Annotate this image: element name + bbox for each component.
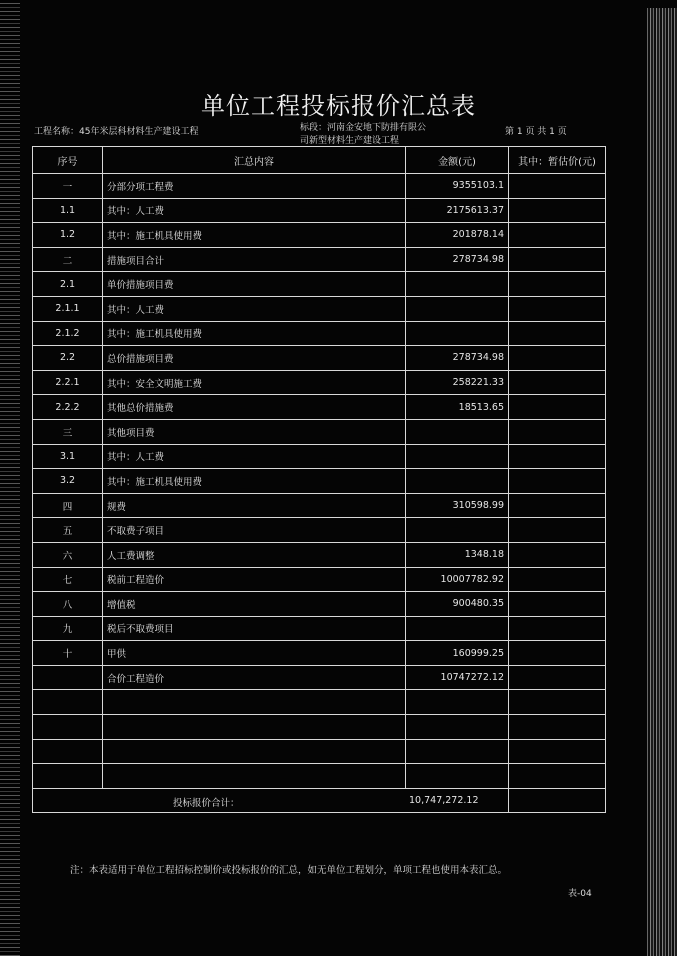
row-provisional bbox=[509, 370, 606, 395]
row-content bbox=[103, 690, 406, 715]
table-row bbox=[33, 247, 606, 272]
bid-label: 标段： bbox=[300, 123, 328, 133]
table-row bbox=[33, 198, 606, 223]
row-provisional bbox=[509, 665, 606, 690]
row-amount bbox=[406, 764, 509, 789]
row-no: 2.1.1 bbox=[33, 296, 103, 321]
row-no: 2.2.1 bbox=[33, 370, 103, 395]
row-no: 2.1.2 bbox=[33, 321, 103, 346]
row-provisional bbox=[509, 346, 606, 371]
page-title: 单位工程投标报价汇总表 bbox=[201, 92, 476, 120]
table-row bbox=[33, 690, 606, 715]
row-amount bbox=[406, 272, 509, 297]
table-row bbox=[33, 346, 606, 371]
header-amount: 金额(元) bbox=[406, 147, 509, 174]
row-content: 其中：施工机具使用费 bbox=[103, 469, 406, 494]
total-row bbox=[33, 788, 606, 813]
summary-table bbox=[32, 146, 606, 813]
row-content: 其中：人工费 bbox=[103, 296, 406, 321]
row-content bbox=[103, 739, 406, 764]
row-no bbox=[33, 690, 103, 715]
row-amount: 10747272.12 bbox=[406, 665, 509, 690]
bid-section-line bbox=[300, 120, 426, 133]
row-no: 六 bbox=[33, 542, 103, 567]
row-content: 其他总价措施费 bbox=[103, 395, 406, 420]
scan-edge-left bbox=[0, 0, 20, 956]
row-no: 九 bbox=[33, 616, 103, 641]
total-cell bbox=[33, 788, 509, 813]
row-amount bbox=[406, 419, 509, 444]
row-provisional bbox=[509, 493, 606, 518]
row-content: 税后不取费项目 bbox=[103, 616, 406, 641]
row-content: 其中：安全文明施工费 bbox=[103, 370, 406, 395]
form-code: 表-04 bbox=[568, 889, 592, 899]
row-amount: 9355103.1 bbox=[406, 174, 509, 199]
row-no: 三 bbox=[33, 419, 103, 444]
row-content: 合价工程造价 bbox=[103, 665, 406, 690]
project-label: 工程名称： bbox=[34, 127, 80, 137]
header-provisional: 其中：暂估价(元) bbox=[509, 147, 606, 174]
row-content: 单价措施项目费 bbox=[103, 272, 406, 297]
table-row bbox=[33, 272, 606, 297]
row-no: 一 bbox=[33, 174, 103, 199]
table-row bbox=[33, 223, 606, 248]
row-no: 七 bbox=[33, 567, 103, 592]
row-amount: 258221.33 bbox=[406, 370, 509, 395]
table-row bbox=[33, 616, 606, 641]
row-no: 二 bbox=[33, 247, 103, 272]
row-provisional bbox=[509, 296, 606, 321]
project-name: 45年米层科材料生产建设工程 bbox=[79, 127, 199, 137]
row-provisional bbox=[509, 518, 606, 543]
row-provisional bbox=[509, 469, 606, 494]
row-provisional bbox=[509, 247, 606, 272]
bid-name-line1: 河南金安地下防排有限公 bbox=[327, 123, 427, 133]
row-amount: 2175613.37 bbox=[406, 198, 509, 223]
scan-edge-right bbox=[647, 8, 677, 956]
row-amount bbox=[406, 690, 509, 715]
row-provisional bbox=[509, 715, 606, 740]
row-no bbox=[33, 715, 103, 740]
table-row bbox=[33, 764, 606, 789]
table-row bbox=[33, 715, 606, 740]
row-provisional bbox=[509, 444, 606, 469]
row-amount: 1348.18 bbox=[406, 542, 509, 567]
row-provisional bbox=[509, 739, 606, 764]
row-content: 其他项目费 bbox=[103, 419, 406, 444]
row-provisional bbox=[509, 272, 606, 297]
page-info: 第 1 页 共 1 页 bbox=[505, 127, 567, 137]
row-amount: 278734.98 bbox=[406, 346, 509, 371]
table-row bbox=[33, 419, 606, 444]
table-row bbox=[33, 370, 606, 395]
row-provisional bbox=[509, 616, 606, 641]
row-content: 分部分项工程费 bbox=[103, 174, 406, 199]
row-content: 人工费调整 bbox=[103, 542, 406, 567]
table-row bbox=[33, 567, 606, 592]
row-no bbox=[33, 764, 103, 789]
table-row bbox=[33, 296, 606, 321]
row-provisional bbox=[509, 174, 606, 199]
row-amount bbox=[406, 296, 509, 321]
row-amount bbox=[406, 469, 509, 494]
table-row bbox=[33, 592, 606, 617]
row-no: 2.1 bbox=[33, 272, 103, 297]
table-row bbox=[33, 493, 606, 518]
table-row bbox=[33, 174, 606, 199]
table-row bbox=[33, 395, 606, 420]
row-provisional bbox=[509, 764, 606, 789]
row-no bbox=[33, 665, 103, 690]
row-content: 规费 bbox=[103, 493, 406, 518]
row-no: 3.1 bbox=[33, 444, 103, 469]
row-content: 其中：人工费 bbox=[103, 198, 406, 223]
row-provisional bbox=[509, 321, 606, 346]
row-content: 增值税 bbox=[103, 592, 406, 617]
row-content: 甲供 bbox=[103, 641, 406, 666]
row-no: 十 bbox=[33, 641, 103, 666]
table-row bbox=[33, 542, 606, 567]
project-name-line bbox=[34, 124, 198, 137]
header-no: 序号 bbox=[33, 147, 103, 174]
row-provisional bbox=[509, 395, 606, 420]
table-row bbox=[33, 665, 606, 690]
row-content: 措施项目合计 bbox=[103, 247, 406, 272]
row-amount bbox=[406, 616, 509, 641]
row-provisional bbox=[509, 223, 606, 248]
table-row bbox=[33, 739, 606, 764]
row-amount bbox=[406, 518, 509, 543]
row-amount bbox=[406, 739, 509, 764]
total-value: 10,747,272.12 bbox=[409, 794, 479, 806]
total-label: 投标报价合计： bbox=[173, 797, 240, 809]
row-amount bbox=[406, 444, 509, 469]
table-row bbox=[33, 469, 606, 494]
row-no: 四 bbox=[33, 493, 103, 518]
table-footnote: 注：本表适用于单位工程招标控制价或投标报价的汇总，如无单位工程划分，单项工程也使用本表汇总。 bbox=[70, 865, 508, 876]
row-content: 不取费子项目 bbox=[103, 518, 406, 543]
row-provisional bbox=[509, 690, 606, 715]
table-row bbox=[33, 321, 606, 346]
row-content bbox=[103, 715, 406, 740]
row-provisional bbox=[509, 592, 606, 617]
row-provisional bbox=[509, 198, 606, 223]
bid-section-line2: 司新型材料生产建设工程 bbox=[300, 136, 400, 146]
row-content bbox=[103, 764, 406, 789]
row-content: 其中：施工机具使用费 bbox=[103, 223, 406, 248]
row-amount: 310598.99 bbox=[406, 493, 509, 518]
total-provisional bbox=[509, 788, 606, 813]
row-provisional bbox=[509, 567, 606, 592]
row-content: 总价措施项目费 bbox=[103, 346, 406, 371]
row-no: 八 bbox=[33, 592, 103, 617]
row-no: 2.2.2 bbox=[33, 395, 103, 420]
row-content: 其中：施工机具使用费 bbox=[103, 321, 406, 346]
row-provisional bbox=[509, 419, 606, 444]
row-amount bbox=[406, 321, 509, 346]
row-provisional bbox=[509, 641, 606, 666]
row-no: 1.2 bbox=[33, 223, 103, 248]
row-no: 1.1 bbox=[33, 198, 103, 223]
row-amount: 10007782.92 bbox=[406, 567, 509, 592]
row-content: 税前工程造价 bbox=[103, 567, 406, 592]
row-amount: 18513.65 bbox=[406, 395, 509, 420]
row-amount: 900480.35 bbox=[406, 592, 509, 617]
row-no: 2.2 bbox=[33, 346, 103, 371]
row-amount: 278734.98 bbox=[406, 247, 509, 272]
row-no: 3.2 bbox=[33, 469, 103, 494]
table-row bbox=[33, 444, 606, 469]
row-no: 五 bbox=[33, 518, 103, 543]
table-header-row bbox=[33, 147, 606, 174]
row-amount bbox=[406, 715, 509, 740]
table-row bbox=[33, 641, 606, 666]
row-amount: 201878.14 bbox=[406, 223, 509, 248]
header-content: 汇总内容 bbox=[103, 147, 406, 174]
row-content: 其中：人工费 bbox=[103, 444, 406, 469]
row-no bbox=[33, 739, 103, 764]
table-row bbox=[33, 518, 606, 543]
row-provisional bbox=[509, 542, 606, 567]
row-amount: 160999.25 bbox=[406, 641, 509, 666]
